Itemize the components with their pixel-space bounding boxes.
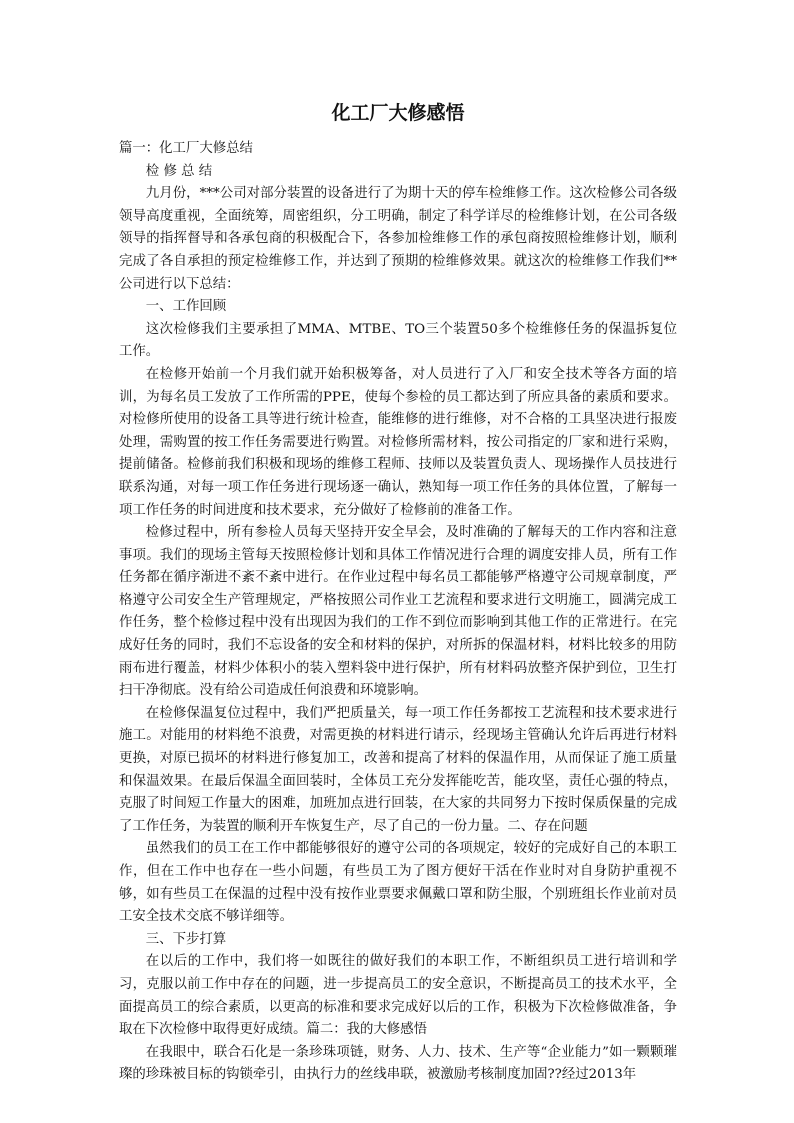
- paragraph: 在检修保温复位过程中，我们严把质量关，每一项工作任务都按工艺流程和技术要求进行施工。对能用的材料绝不浪费，对需更换的材料进行请示，经现场主管确认允许后再进行材料更换，对原已损坏的材料进行修复加工，改善和提高了材料的保温作用，从而保证了施工质量和保温效果。在最后保温全面回装时，全体员工充分发挥能吃苦，能攻坚，责任心强的特点，克服了时间短工作量大的困难，加班加点进行回装，在大家的共同努力下按时保质保量的完成了工作任务，为装置的顺利开车恢复生产，尽了自己的一份力量。二、存在问题: [119, 705, 677, 834]
- paragraph: 虽然我们的员工在工作中都能够很好的遵守公司的各项规定，较好的完成好自己的本职工作，但在工作中也存在一些小问题，有些员工为了图方便好干活在作业时对自身防护重视不够，如有些员工在保温的过程中没有按作业票要求佩戴口罩和防尘服，个别班组长作业前对员工安全技术交底不够详细等。: [119, 841, 677, 925]
- section-heading: 篇一：化工厂大修总结: [119, 141, 253, 156]
- subheading: 三、下步打算: [145, 931, 227, 947]
- paragraph: 在检修开始前一个月我们就开始积极筹备，对人员进行了入厂和安全技术等各方面的培训，为每名员工发放了工作所需的PPE，使每个参检的员工都达到了所应具备的素质和要求。对检修所使用的设备工具等进行统计检查，能维修的进行维修，对不合格的工具坚决进行报废处理，需购置的按工作任务需要进行购置。对检修所需材料，按公司指定的厂家和进行采购，提前储备。检修前我们积极和现场的维修工程师、技师以及装置负责人、现场操作人员技进行联系沟通，对每一项工作任务进行现场逐一确认，熟知每一项工作任务的具体位置，了解每一项工作任务的时间进度和技术要求，充分做好了检修前的准备工作。: [119, 366, 677, 518]
- paragraph: 在以后的工作中，我们将一如既往的做好我们的本职工作，不断组织员工进行培训和学习，克服以前工作中存在的问题，进一步提高员工的安全意识，不断提高员工的技术水平，全面提高员工的综合素质，以更高的标准和要求完成好以后的工作，积极为下次检修做准备，争取在下次检修中取得更好成绩。篇二：我的大修感悟: [119, 954, 677, 1038]
- paragraph: 检修过程中，所有参检人员每天坚持开安全早会，及时准确的了解每天的工作内容和注意事项。我们的现场主管每天按照检修计划和具体工作情况进行合理的调度安排人员，所有工作任务都在循序渐进不紊不紊中进行。在作业过程中每名员工都能够严格遵守公司规章制度，严格遵守公司安全生产管理规定，严格按照公司作业工艺流程和要求进行文明施工，圆满完成工作任务，整个检修过程中没有出现因为我们的工作不到位而影响到其他工作的正常进行。在完成好任务的同时，我们不忘设备的安全和材料的保护，对所拆的保温材料，材料比较多的用防雨布进行覆盖，材料少体积小的装入塑料袋中进行保护，所有材料码放整齐保护到位，卫生打扫干净彻底。没有给公司造成任何浪费和环境影响。: [119, 525, 677, 699]
- document-body: [119, 138, 677, 1087]
- document-title: 化工厂大修感悟: [331, 102, 465, 124]
- subheading: 检 修 总 结: [145, 163, 213, 179]
- paragraph: 这次检修我们主要承担了MMA、MTBE、TO三个装置50多个检维修任务的保温拆复位工作。: [119, 321, 677, 360]
- paragraph: 在我眼中，联合石化是一条珍珠项链，财务、人力、技术、生产等“企业能力”如一颗颗璀璨的珍珠被目标的钩锁牵引，由执行力的丝线串联，被激励考核制度加固??经过2013年: [119, 1044, 677, 1083]
- document-page: [119, 100, 677, 1087]
- paragraph: 九月份，***公司对部分装置的设备进行了为期十天的停车检维修工作。这次检修公司各级领导高度重视，全面统筹，周密组织，分工明确，制定了科学详尽的检维修计划，在公司各级领导的指挥督导和各承包商的积极配合下，各参加检维修工作的承包商按照检维修计划，顺利完成了各自承担的预定检维修工作，并达到了预期的检维修效果。就这次的检维修工作我们**公司进行以下总结：: [119, 186, 677, 292]
- subheading: 一、工作回顾: [145, 299, 227, 315]
